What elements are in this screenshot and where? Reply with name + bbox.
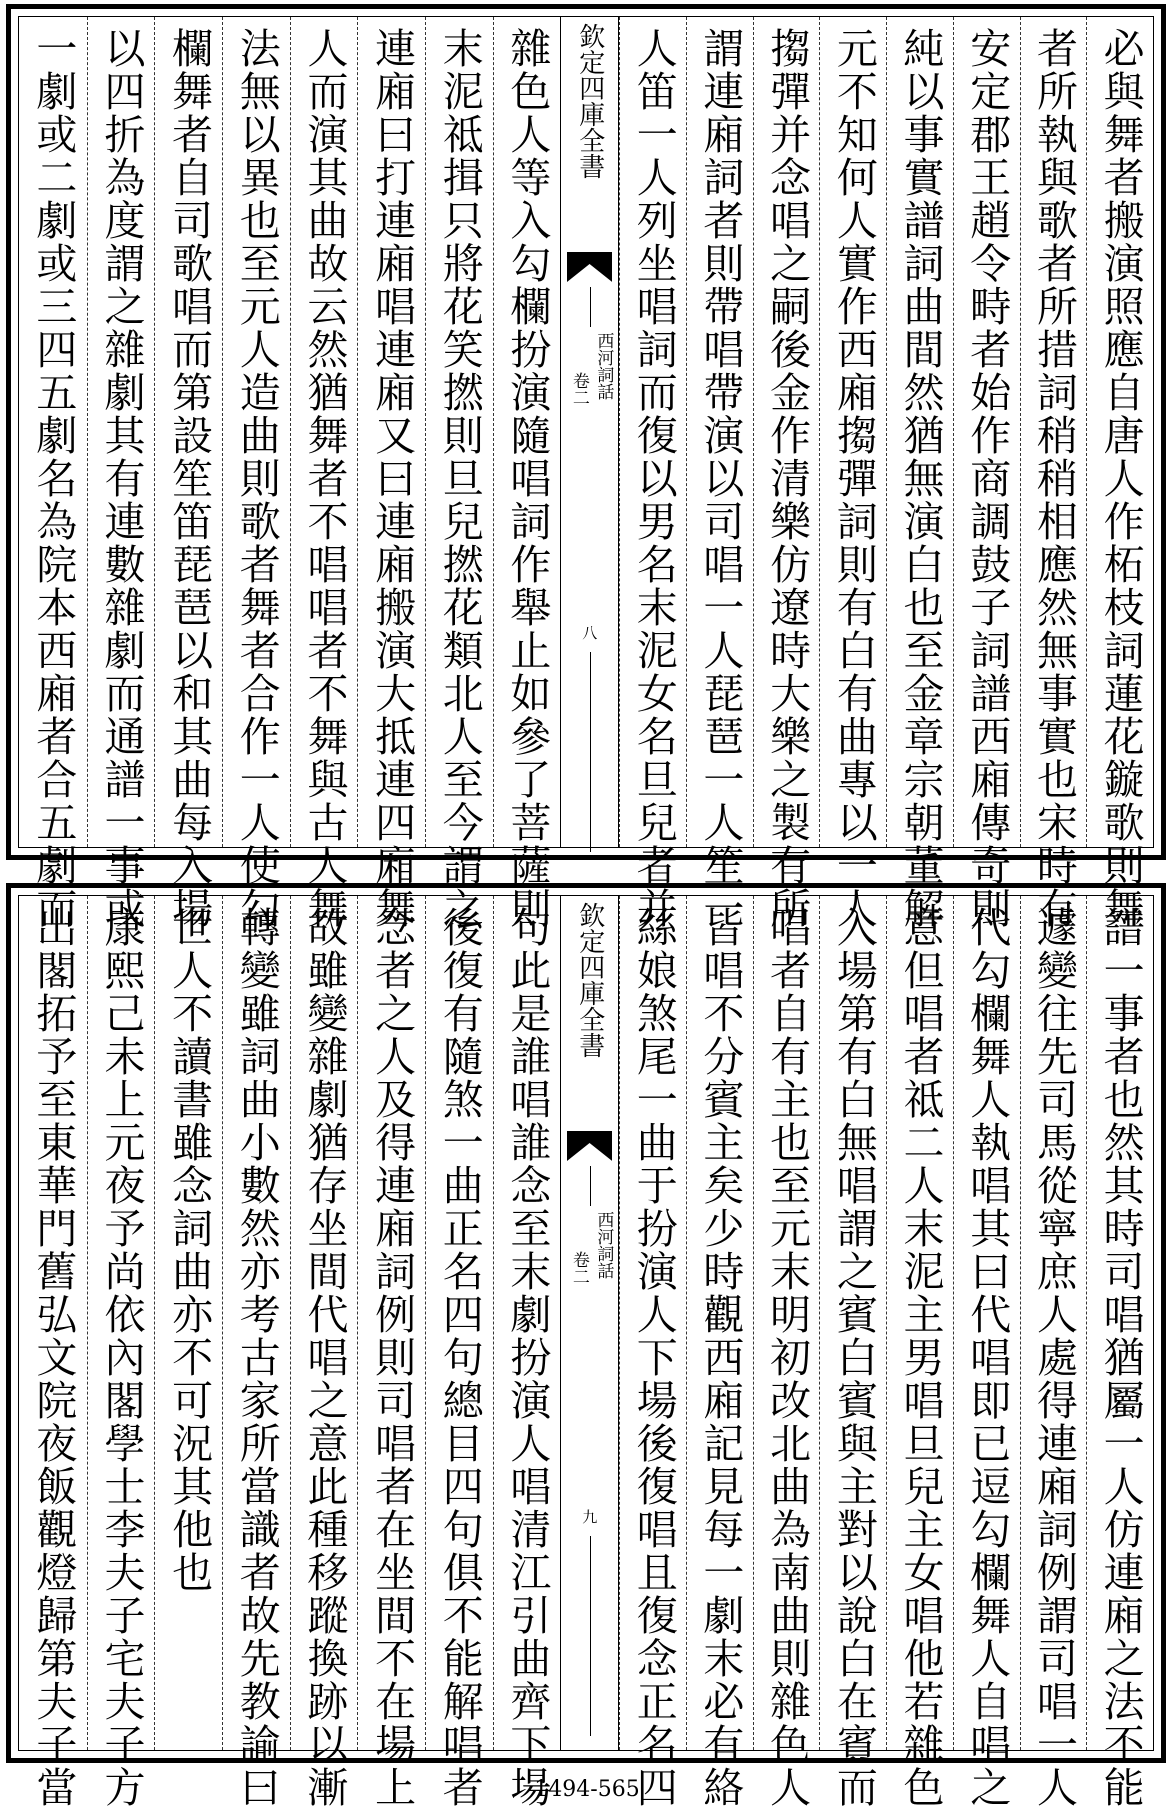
column-text: 人而演其曲故云然猶舞者不唱唱者不舞與古人舞 [300, 27, 349, 930]
column-text: 皆唱不分賓主矣少時觀西廂記見每一劇末必有絡 [696, 906, 745, 1809]
text-column [222, 17, 290, 930]
text-column [619, 896, 686, 1809]
text-column [819, 896, 886, 1809]
center-column [560, 17, 619, 847]
column-text: 唱者自有主也至元末明初改北曲為南曲則雜色人 [763, 906, 812, 1809]
column-text: 意但唱者祗二人末泥主男唱旦兒主女唱他若雜色 [896, 906, 945, 1809]
text-column [357, 17, 425, 930]
collection-title: 欽定四庫全書 [574, 23, 605, 179]
text-column [619, 17, 686, 930]
text-column [886, 896, 953, 1809]
column-text: 入場第有白無唱謂之賓白賓與主對以說白在賓而 [829, 906, 878, 1809]
column-text: 末泥祗揖只將花笑撚則旦兒撚花類北人至今謂之 [435, 27, 484, 930]
text-column [290, 17, 358, 930]
column-text: 出閣拓予至東華門舊弘文院夜飯觀燈歸第夫子當 [29, 906, 78, 1809]
text-column [425, 896, 493, 1809]
text-column [493, 17, 561, 930]
column-text: 康熙己未上元夜予尚依內閣學士李夫子宅夫子方 [97, 906, 146, 1809]
column-text: 轉變雖詞曲小數然亦考古家所當識者故先教諭曰 [232, 906, 281, 1809]
scan-page-number: 1494-565 [534, 1777, 640, 1802]
center-rule [590, 1536, 591, 1736]
book-title: 西河詞話 [593, 332, 614, 400]
collection-title: 欽定四庫全書 [574, 902, 605, 1058]
text-column [753, 896, 820, 1809]
column-text: 元不知何人實作西廂搊彈詞則有白有曲專以一人 [829, 27, 878, 930]
center-rule [590, 287, 591, 327]
text-column [19, 17, 87, 930]
text-column [19, 896, 87, 1809]
text-column [87, 896, 155, 1809]
column-text: 代勾欄舞人執唱其曰代唱即已逗勾欄舞人自唱之 [963, 906, 1012, 1809]
column-text: 連廂曰打連廂唱連廂又曰連廂搬演大抵連四廂舞 [368, 27, 417, 930]
column-text: 譜一事者也然其時司唱猶屬一人仿連廂之法不能 [1096, 906, 1145, 1809]
column-text: 遽變往先司馬從寧庶人處得連廂詞例謂司唱一人 [1029, 906, 1078, 1809]
text-column [686, 896, 753, 1809]
fish-tail-mark [567, 252, 612, 282]
column-text: 後復有隨煞一曲正名四句總目四句俱不能解唱者 [435, 906, 484, 1809]
column-text: 絲娘煞尾一曲于扮演人下場後復唱且復念正名四 [629, 906, 678, 1809]
column-text: 世人不讀書雖念詞曲亦不可況其他也 [165, 906, 214, 1594]
text-column [1020, 896, 1087, 1809]
top-page-frame [18, 16, 1154, 930]
book-title: 西河詞話 [593, 1211, 614, 1279]
page-number: 九 [582, 1508, 598, 1526]
center-rule [590, 652, 591, 852]
column-text: 人笛一人列坐唱詞而復以男名末泥女名旦兒者并 [629, 27, 678, 930]
fish-tail-mark [567, 1131, 612, 1161]
column-text: 故雖變雜劇猶存坐間代唱之意此種移蹤換跡以漸 [300, 906, 349, 1809]
text-column [154, 17, 222, 930]
text-column [357, 896, 425, 1809]
juan-label: 卷二 [568, 1251, 589, 1285]
column-text: 以四折為度謂之雜劇其有連數雜劇而通譜一事或 [97, 27, 146, 930]
column-text: 句此是誰唱誰念至末劇扮演人唱清江引曲齊下場 [503, 906, 552, 1809]
center-rule [590, 1166, 591, 1206]
text-column [1086, 896, 1153, 1809]
text-column [425, 17, 493, 930]
text-column [753, 17, 820, 930]
text-column [953, 896, 1020, 1809]
text-column [886, 17, 953, 930]
column-text: 謂連廂詞者則帶唱帶演以司唱一人琵琶一人笙一 [696, 27, 745, 930]
column-text: 雜色人等入勾欄扮演隨唱詞作舉止如參了菩薩則 [503, 27, 552, 930]
top-page [6, 4, 1166, 930]
text-column [1086, 17, 1153, 930]
column-text: 法無以異也至元人造曲則歌者舞者合作一人使勾 [232, 27, 281, 930]
text-column [1020, 17, 1087, 930]
text-column [493, 896, 561, 1809]
column-text: 搊彈并念唱之嗣後金作清樂仿遼時大樂之製有所 [763, 27, 812, 930]
column-text: 必與舞者搬演照應自唐人作柘枝詞蓮花鏇歌則舞 [1096, 27, 1145, 930]
text-column [87, 17, 155, 930]
text-column [154, 896, 222, 1750]
column-text: 一劇或二劇或三四五劇名為院本西廂者合五劇而 [29, 27, 78, 930]
text-column [819, 17, 886, 930]
column-text: 安定郡王趙令畤者始作商調鼓子詞譜西廂傳奇則 [963, 27, 1012, 930]
text-column [953, 17, 1020, 930]
column-text: 純以事實譜詞曲間然猶無演白也至金章宗朝董解 [896, 27, 945, 930]
column-text: 念者之人及得連廂詞例則司唱者在坐間不在場上 [368, 906, 417, 1809]
text-column [222, 896, 290, 1809]
center-column [560, 896, 619, 1750]
page-number: 八 [582, 624, 598, 642]
text-column [686, 17, 753, 930]
juan-label: 卷二 [568, 372, 589, 406]
text-column [290, 896, 358, 1809]
column-text: 者所執與歌者所措詞稍稍相應然無事實也宋時有 [1029, 27, 1078, 930]
column-text: 欄舞者自司歌唱而第設笙笛琵琶以和其曲每入場 [165, 27, 214, 930]
